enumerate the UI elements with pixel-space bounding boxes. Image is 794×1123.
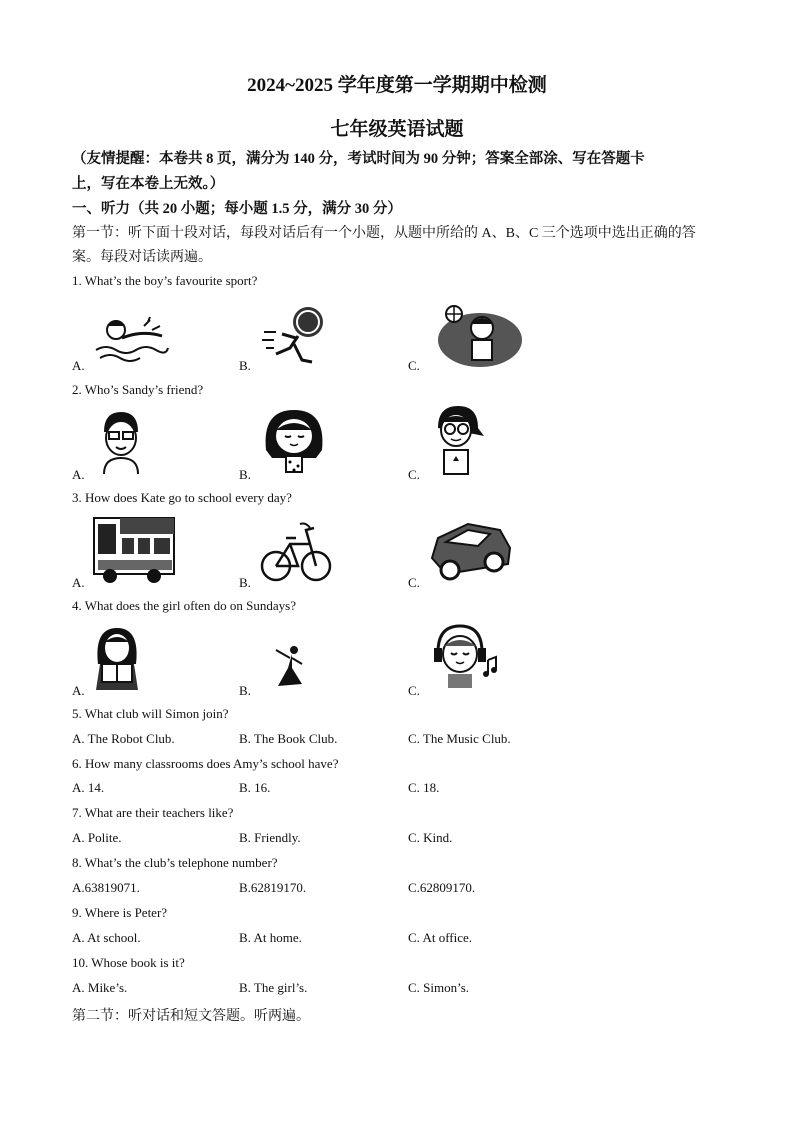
question-2: 2. Who’s Sandy’s friend? <box>72 382 204 397</box>
q9-option-c[interactable]: C. At office. <box>408 930 473 945</box>
question-3: 3. How does Kate go to school every day? <box>72 490 292 505</box>
q5-option-c[interactable]: C. The Music Club. <box>408 731 511 746</box>
section1-instruction-2: 案。每段对话读两遍。 <box>72 250 212 265</box>
question-1: 1. What’s the boy’s favourite sport? <box>72 273 258 288</box>
q2-option-c[interactable]: C. <box>408 467 420 482</box>
exam-subtitle: 七年级英语试题 <box>330 119 464 140</box>
q1-option-a[interactable]: A. <box>72 358 85 373</box>
girl-with-glasses-icon <box>430 404 486 476</box>
question-10: 10. Whose book is it? <box>72 955 185 970</box>
q8-option-a[interactable]: A.63819071. <box>72 880 140 895</box>
q10-option-b[interactable]: B. The girl’s. <box>239 980 308 995</box>
section2-instruction: 第二节：听对话和短文答题。听两遍。 <box>72 1009 310 1024</box>
q6-option-c[interactable]: C. 18. <box>408 780 440 795</box>
listening-music-icon <box>430 622 500 690</box>
swimming-icon <box>92 316 170 362</box>
q3-option-a[interactable]: A. <box>72 575 85 590</box>
notice-line-2: 上，写在本卷上无效。） <box>72 176 225 192</box>
bicycle-icon <box>260 522 332 584</box>
running-icon <box>262 304 334 366</box>
q5-option-a[interactable]: A. The Robot Club. <box>72 731 175 746</box>
question-4: 4. What does the girl often do on Sundays? <box>72 598 296 613</box>
question-6: 6. How many classrooms does Amy’s school have? <box>72 756 339 771</box>
q1-option-c[interactable]: C. <box>408 358 420 373</box>
exam-title: 2024~2025 学年度第一学期期中检测 <box>247 75 547 96</box>
question-9: 9. Where is Peter? <box>72 905 168 920</box>
question-7: 7. What are their teachers like? <box>72 805 234 820</box>
q7-option-b[interactable]: B. Friendly. <box>239 830 301 845</box>
part1-heading: 一、听力（共 20 小题；每小题 1.5 分，满分 30 分） <box>72 201 402 217</box>
q8-option-b[interactable]: B.62819170. <box>239 880 307 895</box>
notice-line-1: （友情提醒：本卷共 8 页，满分为 140 分，考试时间为 90 分钟；答案全部涂、写在答题卡 <box>72 151 645 167</box>
q10-option-a[interactable]: A. Mike’s. <box>72 980 128 995</box>
girl-reading-icon <box>92 624 142 694</box>
q10-option-c[interactable]: C. Simon’s. <box>408 980 470 995</box>
q6-option-b[interactable]: B. 16. <box>239 780 271 795</box>
car-icon <box>428 518 512 584</box>
q2-option-a[interactable]: A. <box>72 467 85 482</box>
q3-option-b[interactable]: B. <box>239 575 251 590</box>
q8-option-c[interactable]: C.62809170. <box>408 880 476 895</box>
q7-option-c[interactable]: C. Kind. <box>408 830 453 845</box>
q9-option-b[interactable]: B. At home. <box>239 930 302 945</box>
question-5: 5. What club will Simon join? <box>72 706 229 721</box>
q4-option-b[interactable]: B. <box>239 683 251 698</box>
q3-option-c[interactable]: C. <box>408 575 420 590</box>
section1-instruction-1: 第一节：听下面十段对话，每段对话后有一个小题，从题中所给的 A、B、C 三个选项中选出正确的答 <box>72 226 696 241</box>
q4-option-a[interactable]: A. <box>72 683 85 698</box>
q9-option-a[interactable]: A. At school. <box>72 930 141 945</box>
basketball-icon <box>432 302 522 368</box>
question-8: 8. What’s the club’s telephone number? <box>72 855 278 870</box>
q7-option-a[interactable]: A. Polite. <box>72 830 122 845</box>
q4-option-c[interactable]: C. <box>408 683 420 698</box>
girl-long-hair-icon <box>258 406 330 476</box>
dancing-icon <box>272 644 306 690</box>
q6-option-a[interactable]: A. 14. <box>72 780 105 795</box>
q5-option-b[interactable]: B. The Book Club. <box>239 731 338 746</box>
q1-option-b[interactable]: B. <box>239 358 251 373</box>
bus-icon <box>92 516 176 584</box>
boy-with-glasses-icon <box>98 410 144 476</box>
q2-option-b[interactable]: B. <box>239 467 251 482</box>
